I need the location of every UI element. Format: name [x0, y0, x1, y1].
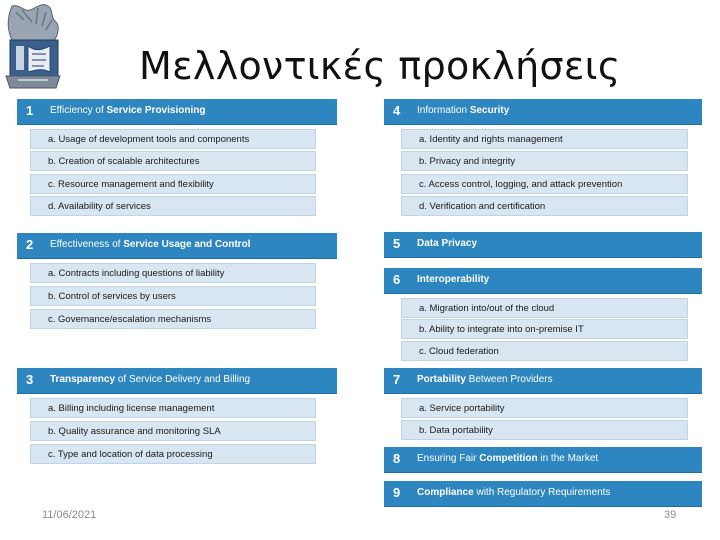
challenge-subitem: c. Cloud federation	[401, 341, 688, 361]
slide-title: Μελλοντικές προκλήσεις	[139, 44, 621, 88]
challenge-number: 5	[393, 236, 401, 251]
challenge-title: Efficiency of Service Provisioning	[50, 105, 206, 116]
challenge-header-7	[384, 368, 702, 394]
challenge-subitem: c. Type and location of data processing	[30, 444, 316, 464]
challenge-header-1	[17, 99, 337, 125]
challenge-subitem: d. Verification and certification	[401, 196, 688, 216]
challenge-title: Transparency of Service Delivery and Billing	[50, 374, 251, 385]
footer-date: 11/06/2021	[42, 509, 97, 521]
challenge-header-8	[384, 447, 702, 473]
university-crest-icon	[2, 2, 64, 94]
challenge-header-5	[384, 232, 702, 258]
challenge-number: 7	[393, 372, 401, 387]
challenge-number: 9	[393, 485, 401, 500]
challenge-header-4	[384, 99, 702, 125]
challenge-number: 8	[393, 451, 401, 466]
challenge-number: 1	[26, 103, 34, 118]
challenge-title: Compliance with Regulatory Requirements	[417, 487, 611, 498]
challenge-subitem: a. Billing including license management	[30, 398, 316, 418]
challenge-number: 4	[393, 103, 401, 118]
challenge-subitem: b. Creation of scalable architectures	[30, 151, 316, 171]
slide-number: 39	[664, 509, 677, 521]
challenge-subitem: b. Data portability	[401, 420, 688, 440]
challenge-subitem: c. Resource management and flexibility	[30, 174, 316, 194]
challenge-title: Data Privacy	[417, 238, 478, 249]
challenge-subitem: a. Contracts including questions of liability	[30, 263, 316, 283]
challenge-subitem: c. Governance/escalation mechanisms	[30, 309, 316, 329]
challenge-subitem: a. Usage of development tools and components	[30, 129, 316, 149]
challenge-subitem: b. Control of services by users	[30, 286, 316, 306]
challenge-number: 2	[26, 237, 34, 252]
challenge-header-6	[384, 268, 702, 294]
challenge-header-9	[384, 481, 702, 507]
challenge-subitem: d. Availability of services	[30, 196, 316, 216]
challenge-subitem: a. Migration into/out of the cloud	[401, 298, 688, 318]
challenge-number: 3	[26, 372, 34, 387]
challenge-header-2	[17, 233, 337, 259]
challenge-subitem: b. Quality assurance and monitoring SLA	[30, 421, 316, 441]
challenge-title: Information Security	[417, 105, 510, 116]
challenge-title: Effectiveness of Service Usage and Control	[50, 239, 251, 250]
challenge-title: Ensuring Fair Competition in the Market	[417, 453, 599, 464]
challenge-subitem: b. Privacy and integrity	[401, 151, 688, 171]
challenge-subitem: b. Ability to integrate into on-premise IT	[401, 319, 688, 339]
challenge-subitem: c. Access control, logging, and attack prevention	[401, 174, 688, 194]
challenge-title: Portability Between Providers	[417, 374, 553, 385]
challenge-number: 6	[393, 272, 401, 287]
university-logo	[2, 2, 64, 94]
challenge-subitem: a. Service portability	[401, 398, 688, 418]
challenge-header-3	[17, 368, 337, 394]
challenge-title: Interoperability	[417, 274, 490, 285]
challenge-subitem: a. Identity and rights management	[401, 129, 688, 149]
